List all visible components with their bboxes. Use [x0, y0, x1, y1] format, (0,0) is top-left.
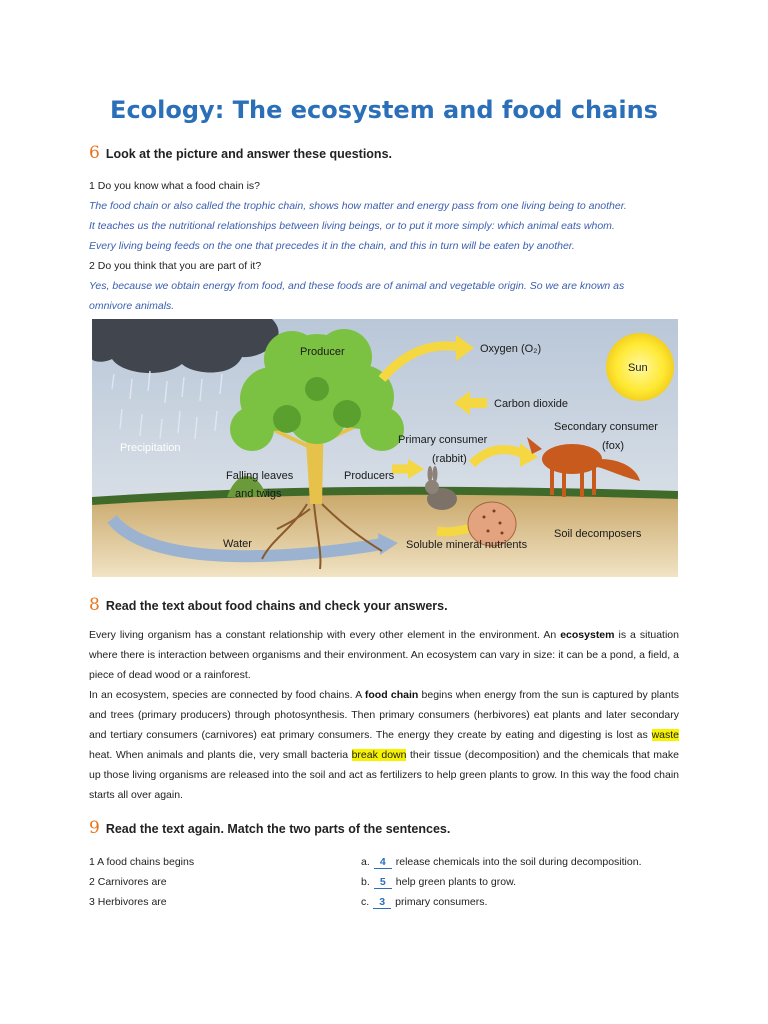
match-right-c: c. 3 primary consumers.	[361, 896, 488, 908]
question-1: 1 Do you know what a food chain is?	[89, 180, 261, 192]
food-chain-illustration	[92, 319, 678, 577]
label-primary-consumer: Primary consumer	[398, 434, 488, 446]
label-soluble-nutrients: Soluble mineral nutrients	[406, 539, 528, 551]
exercise-9-heading	[89, 818, 450, 838]
exercise-9-number: 9	[89, 818, 100, 838]
paragraph-ecosystem: Every living organism has a constant relationship with every other element in the environment. An ecosystem is a situation where there is interaction between organisms and their environment. An ecosystem can vary in size: it can be a pond, a field, a piece of dead wood or a rainforest.	[89, 629, 679, 681]
exercise-9-instruction: Read the text again. Match the two parts of the sentences.	[105, 822, 451, 836]
match-right-a: a. 4 release chemicals into the soil during decomposition.	[361, 856, 642, 868]
highlight-waste: waste	[651, 729, 679, 741]
answer-blank-a[interactable]: 4	[374, 857, 392, 869]
label-secondary-consumer: Secondary consumer	[554, 421, 658, 433]
label-rabbit: (rabbit)	[432, 453, 467, 465]
page-title: Ecology: The ecosystem and food chains	[110, 96, 658, 124]
label-soil-decomposers: Soil decomposers	[554, 528, 642, 540]
label-oxygen: Oxygen (O₂)	[480, 343, 542, 355]
label-producers: Producers	[344, 470, 395, 482]
term-food-chain: food chain	[364, 689, 419, 701]
paragraph-food-chain: In an ecosystem, species are connected by food chains. A food chain begins when energy from the sun is captured by plants and trees (primary producers) through photosynthesis. Then primary consumers (herbivores) eat plants and later secondary and tertiary consumers (carnivores) eat primary consumers. The energy they create by eating and digesting is lost as waste heat. When animals and plants die, very small bacteria break down their tissue (decomposition) and the chemicals that make up those living organisms are released into the soil and act as fertilizers to help green plants to grow. In this way the food chain starts all over again.	[89, 689, 679, 801]
label-fox: (fox)	[602, 440, 624, 452]
label-carbon-dioxide: Carbon dioxide	[494, 398, 568, 410]
exercise-8-instruction: Read the text about food chains and check your answers.	[105, 599, 448, 613]
answer-1-line-2: It teaches us the nutritional relationships between living beings, or to put it more simply: which animal eats whom.	[89, 220, 615, 232]
match-left-2: 2 Carnivores are	[89, 876, 167, 888]
answer-1-line-3: Every living being feeds on the one that precedes it in the chain, and this in turn will be eaten by another.	[89, 240, 575, 252]
match-left-3: 3 Herbivores are	[89, 896, 167, 908]
question-2: 2 Do you think that you are part of it?	[89, 260, 262, 272]
match-right-b: b. 5 help green plants to grow.	[361, 876, 517, 888]
answer-blank-b[interactable]: 5	[374, 877, 392, 889]
exercise-6-instruction: Look at the picture and answer these questions.	[105, 147, 392, 161]
match-left-1: 1 A food chains begins	[89, 856, 195, 868]
label-falling-leaves: Falling leaves	[226, 470, 294, 482]
exercise-8-heading	[89, 595, 448, 615]
label-precipitation: Precipitation	[120, 442, 181, 454]
label-sun: Sun	[628, 362, 648, 374]
exercise-6-number: 6	[89, 143, 100, 163]
answer-1-line-1: The food chain or also called the trophic chain, shows how matter and energy pass from one living being to another.	[89, 200, 627, 212]
highlight-break-down: break down	[351, 749, 407, 761]
label-and-twigs: and twigs	[235, 488, 282, 500]
label-water: Water	[223, 538, 252, 550]
answer-blank-c[interactable]: 3	[373, 897, 391, 909]
exercise-6-heading	[89, 143, 392, 163]
answer-2-line-1: Yes, because we obtain energy from food, and these foods are of animal and vegetable origin. So we are known as	[89, 280, 625, 292]
answer-2-line-2: omnivore animals.	[89, 300, 175, 312]
term-ecosystem: ecosystem	[560, 629, 615, 641]
exercise-8-number: 8	[89, 595, 100, 615]
label-producer: Producer	[300, 346, 345, 358]
